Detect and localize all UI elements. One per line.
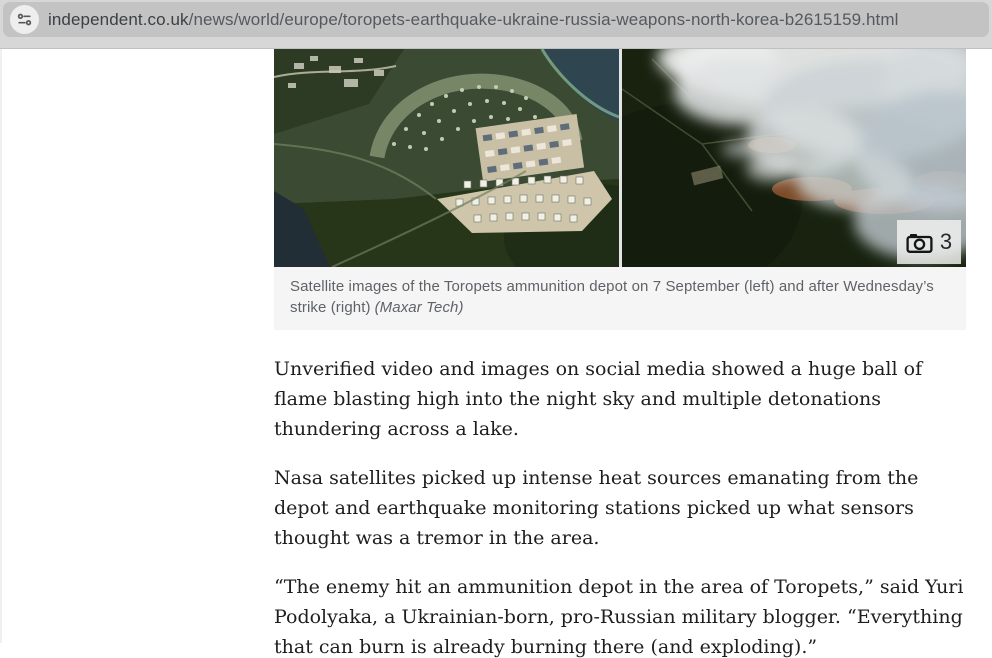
satellite-figure (274, 49, 966, 267)
window-edge (0, 49, 2, 643)
article-column (274, 49, 966, 658)
address-bar[interactable] (3, 2, 989, 37)
site-settings-icon[interactable] (10, 5, 39, 34)
paragraph: Unverified video and images on social media showed a huge ball of flame blasting high into the night sky and multiple detonations thundering across a lake. (274, 358, 923, 440)
photo-count: 3 (939, 229, 953, 254)
browser-toolbar (0, 0, 992, 49)
url-path: /news/world/europe/toropets-earthquake-ukraine-russia-weapons-north-korea-b2615159.html (188, 9, 899, 29)
article-page (0, 49, 992, 657)
photo-gallery-button[interactable] (897, 220, 961, 264)
article-body (274, 354, 966, 658)
satellite-image-before (274, 49, 619, 267)
caption-text: Satellite images of the Toropets ammunition depot on 7 September (left) and after Wednesday’s strike (right) (290, 278, 934, 316)
paragraph: “The enemy hit an ammunition depot in the area of Toropets,” said Yuri Podolyaka, a Ukrainian-born, pro-Russian military blogger. “Everything that can burn is already burning there (and exploding).” (274, 576, 964, 658)
paragraph: Nasa satellites picked up intense heat sources emanating from the depot and earthquake monitoring stations picked up what sensors thought was a tremor in the area. (274, 467, 919, 549)
url-text[interactable] (48, 10, 899, 30)
url-domain: independent.co.uk (48, 9, 189, 29)
caption-credit: (Maxar Tech) (374, 299, 464, 316)
figure-caption (274, 267, 966, 330)
camera-icon (906, 231, 933, 254)
